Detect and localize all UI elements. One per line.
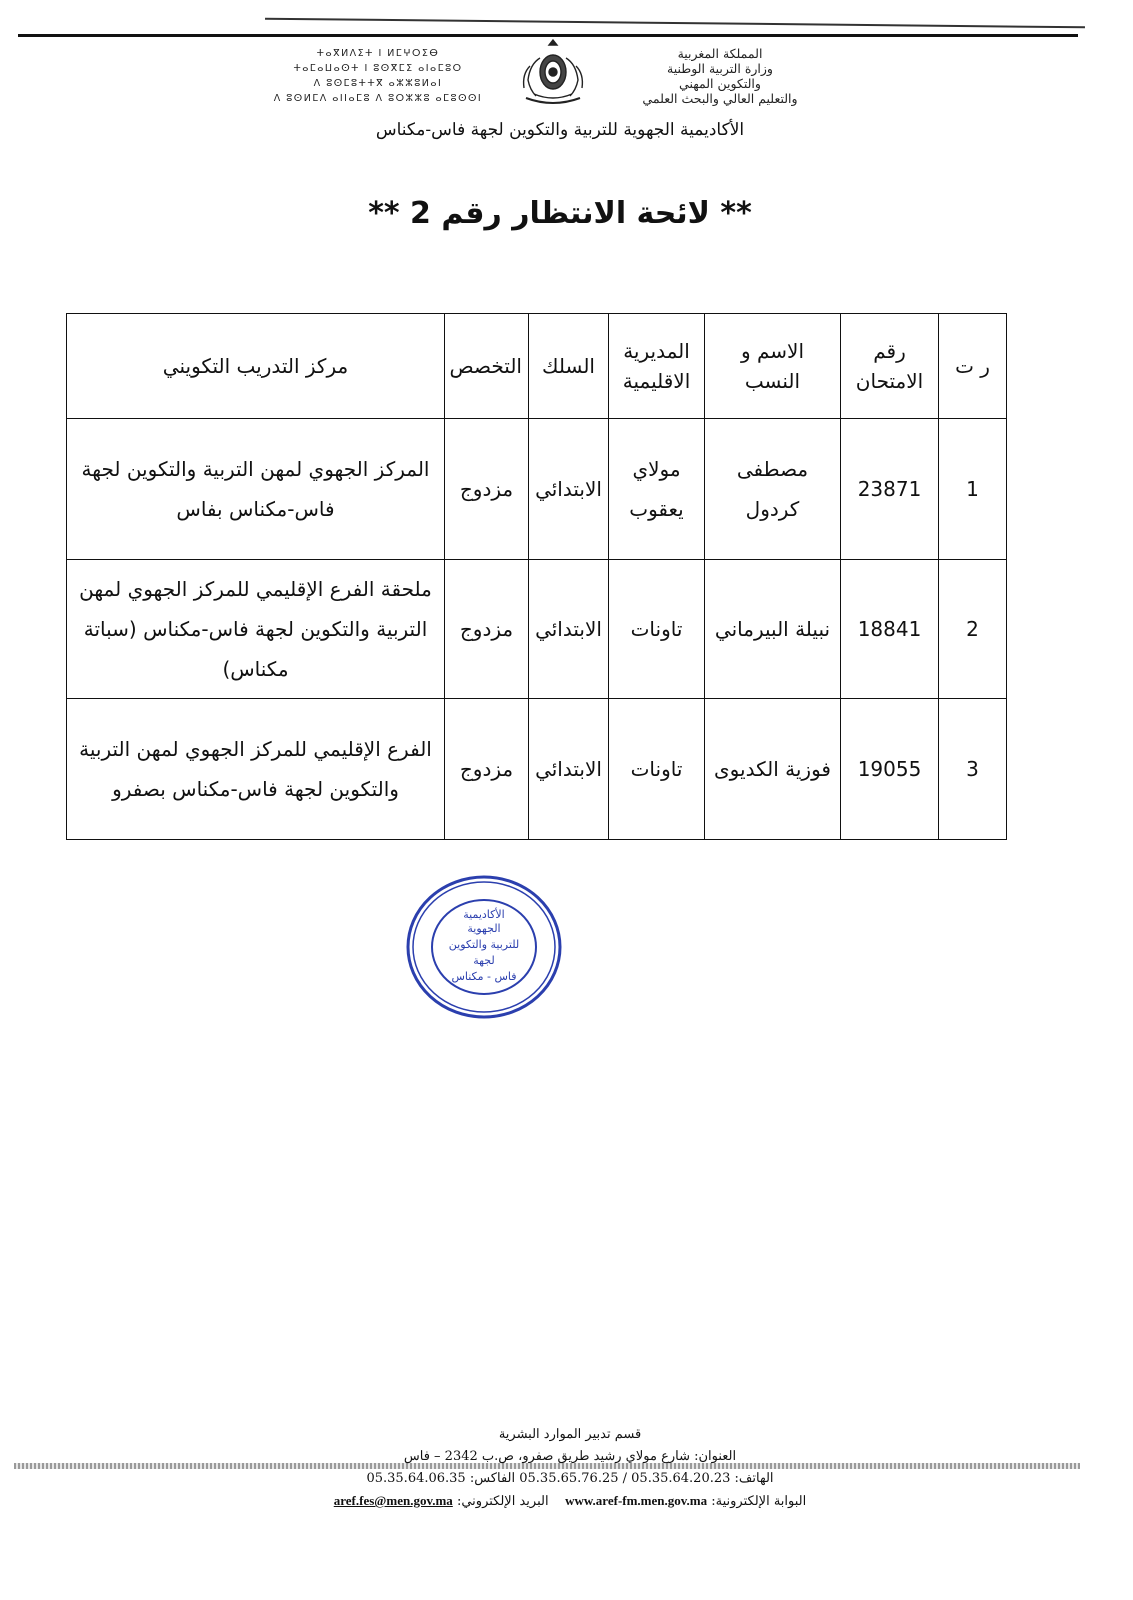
header-center: مركز التدريب التكويني — [67, 314, 445, 419]
cell-center: ملحقة الفرع الإقليمي للمركز الجهوي لمهن التربية والتكوين لجهة فاس-مكناس (سباتة مكناس) — [67, 560, 445, 699]
cell-directorate: تاونات — [609, 699, 705, 840]
header-name: الاسم و النسب — [705, 314, 841, 419]
ministry-header-arabic — [600, 46, 840, 106]
header-right-line: المملكة المغربية — [677, 46, 763, 61]
table-row — [67, 560, 1007, 699]
table-row — [67, 699, 1007, 840]
cell-name: نبيلة البيرماني — [705, 560, 841, 699]
cell-directorate: مولاي يعقوب — [609, 419, 705, 560]
footer-website-link[interactable]: www.aref-fm.men.gov.ma — [565, 1493, 708, 1508]
header-right-line: والتكوين المهني — [679, 76, 761, 91]
cell-name: مصطفى كردول — [705, 419, 841, 560]
header-specialty: التخصص — [445, 314, 529, 419]
cell-specialty: مزدوج — [445, 699, 529, 840]
header-left-line: ⴷ ⵓⵙⵎⵓⵜⵜⴳ ⴰⵣⵣⵓⵍⴰⵏ — [313, 78, 443, 89]
header-right-line: والتعليم العالي والبحث العلمي — [642, 91, 798, 106]
official-stamp-icon — [404, 872, 564, 1022]
footer-department: قسم تدبير الموارد البشرية — [498, 1427, 642, 1442]
cell-specialty: مزدوج — [445, 560, 529, 699]
page-title: ** لائحة الانتظار رقم 2 ** — [368, 196, 752, 231]
cell-center: المركز الجهوي لمهن التربية والتكوين لجهة فاس-مكناس بفاس — [67, 419, 445, 560]
header-left-line: ⵜⴰⴳⵍⴷⵉⵜ ⵏ ⵍⵎⵖⵔⵉⴱ — [316, 48, 440, 59]
footer-address: العنوان: شارع مولاي رشيد طريق صفرو، ص.ب 2342 – فاس — [403, 1449, 737, 1464]
header-top-line-thin — [265, 18, 1085, 29]
ministry-header-tifinagh — [258, 46, 498, 106]
footer-web-label: البوابة الإلكترونية: — [711, 1494, 807, 1509]
cell-name: فوزية الكديوى — [705, 699, 841, 840]
cell-index: 2 — [939, 560, 1007, 699]
cell-directorate: تاونات — [609, 560, 705, 699]
stamp-line: للتربية والتكوين — [448, 938, 520, 951]
stamp-line: الجهوية — [467, 922, 501, 935]
header-right-line: وزارة التربية الوطنية — [667, 61, 773, 76]
cell-cycle: الابتدائي — [529, 560, 609, 699]
footer-phone: الهاتف: 05.35.64.20.23 / 05.35.65.76.25 الفاكس: 05.35.64.06.35 — [366, 1471, 774, 1486]
header-exam-number: رقم الامتحان — [841, 314, 939, 419]
footer-web-line — [260, 1490, 880, 1513]
header-left-line: ⴷ ⵓⵙⵍⵎⴷ ⴰⵏⵏⴰⵎⵓ ⴷ ⵓⵔⵣⵣⵓ ⴰⵎⵓⵙⵙⵏ — [273, 93, 483, 104]
cell-cycle: الابتدائي — [529, 419, 609, 560]
header-cycle: السلك — [529, 314, 609, 419]
footer-email-link[interactable]: aref.fes@men.gov.ma — [333, 1493, 453, 1508]
stamp-line: الأكاديمية — [463, 908, 505, 921]
header-index: ر ت — [939, 314, 1007, 419]
cell-cycle: الابتدائي — [529, 699, 609, 840]
table-header-row — [67, 314, 1007, 419]
stamp-line: لجهة — [473, 954, 495, 967]
cell-center: الفرع الإقليمي للمركز الجهوي لمهن التربية والتكوين لجهة فاس-مكناس بصفرو — [67, 699, 445, 840]
table-row — [67, 419, 1007, 560]
cell-exam-number: 23871 — [841, 419, 939, 560]
header-directorate: المديرية الاقليمية — [609, 314, 705, 419]
cell-index: 3 — [939, 699, 1007, 840]
waiting-list-table — [66, 313, 1007, 840]
cell-index: 1 — [939, 419, 1007, 560]
academy-name: الأكاديمية الجهوية للتربية والتكوين لجهة فاس-مكناس — [375, 120, 745, 140]
cell-exam-number: 18841 — [841, 560, 939, 699]
royal-emblem-icon — [512, 36, 594, 108]
header-left-line: ⵜⴰⵎⴰⵡⴰⵙⵜ ⵏ ⵓⵙⴳⵎⵉ ⴰⵏⴰⵎⵓⵔ — [293, 63, 463, 74]
stamp-line: فاس - مكناس — [451, 970, 517, 983]
footer-contact — [260, 1424, 880, 1513]
cell-specialty: مزدوج — [445, 419, 529, 560]
footer-email-label: البريد الإلكتروني: — [456, 1494, 549, 1509]
cell-exam-number: 19055 — [841, 699, 939, 840]
